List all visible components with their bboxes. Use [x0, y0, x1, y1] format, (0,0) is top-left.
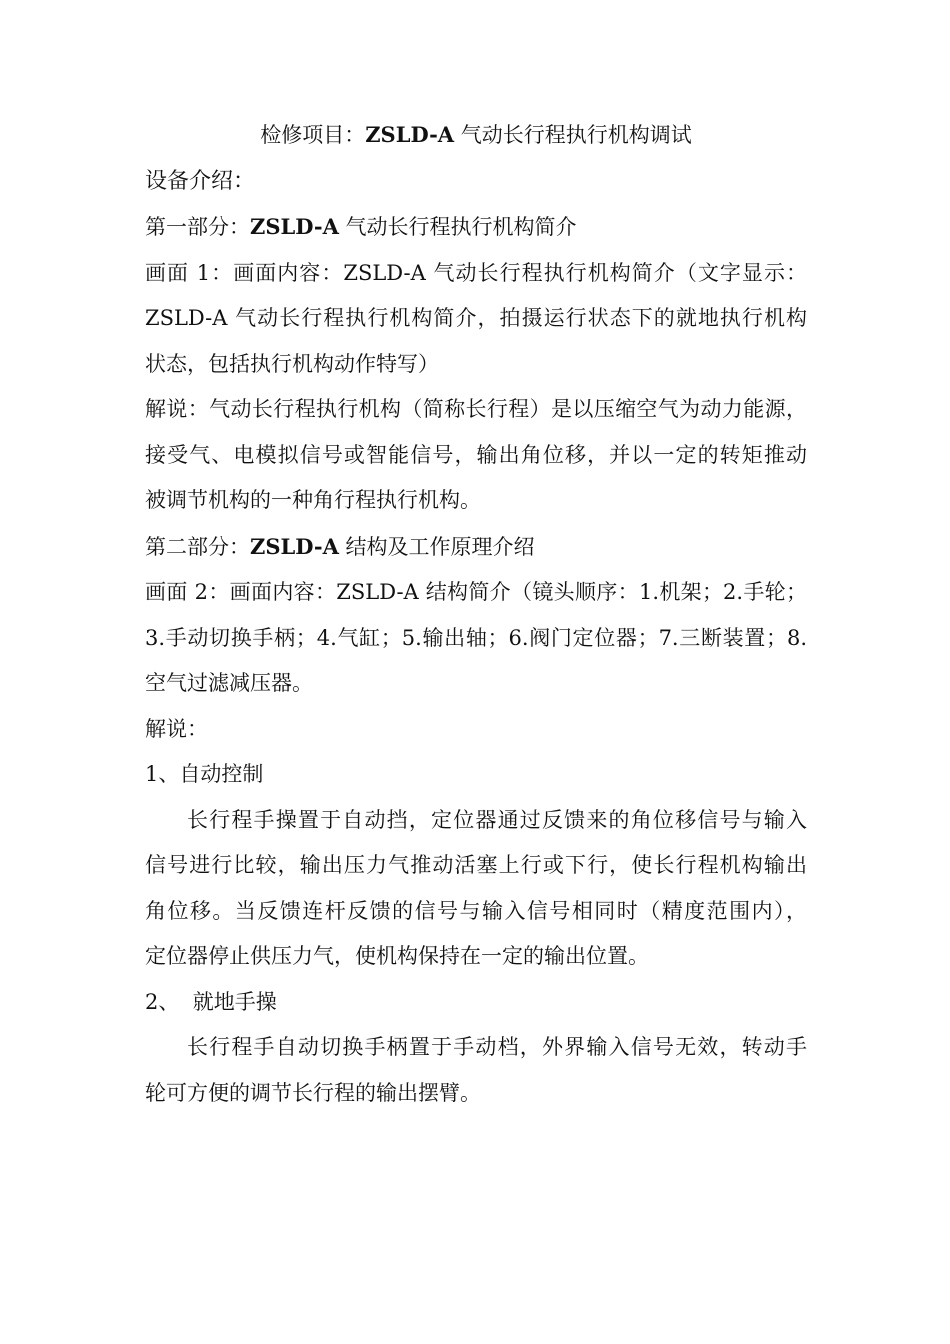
- part2-screen-line: 3.手动切换手柄；4.气缸；5.输出轴；6.阀门定位器；7.三断装置；8.: [145, 625, 807, 650]
- part1-screen-line: ZSLD-A 气动长行程执行机构简介，拍摄运行状态下的就地执行机构: [145, 306, 807, 330]
- item1-line: 长行程手操置于自动挡，定位器通过反馈来的角位移信号与输入: [187, 807, 807, 832]
- item1-line: 定位器停止供压力气，使机构保持在一定的输出位置。: [145, 944, 649, 968]
- part2-screen-line: 画面 2：画面内容：ZSLD-A 结构简介（镜头顺序：1.机架；2.手轮；: [145, 580, 807, 604]
- part1-narration-line: 接受气、电模拟信号或智能信号，输出角位移，并以一定的转矩推动: [145, 442, 807, 467]
- part1-narration-line: 解说：气动长行程执行机构（简称长行程）是以压缩空气为动力能源，: [145, 397, 807, 421]
- part2-narration-label: 解说：: [145, 716, 208, 741]
- part2-heading: [145, 524, 807, 571]
- item2-heading: 2、 就地手操: [145, 989, 277, 1014]
- part2-heading-model: ZSLD-A: [250, 533, 339, 559]
- part1-screen-line: 画面 1：画面内容：ZSLD-A 气动长行程执行机构简介（文字显示：: [145, 260, 807, 285]
- item2-line: 轮可方便的调节长行程的输出摆臂。: [145, 1080, 481, 1105]
- item1-line: 信号进行比较，输出压力气推动活塞上行或下行，使长行程机构输出: [145, 853, 807, 877]
- title-suffix: 气动长行程执行机构调试: [454, 123, 692, 147]
- item1-line: 角位移。当反馈连杆反馈的信号与输入信号相同时（精度范围内），: [145, 898, 807, 923]
- part1-heading: [145, 204, 807, 251]
- part1-heading-model: ZSLD-A: [250, 214, 339, 239]
- item1-heading: 1、自动控制: [145, 762, 264, 786]
- item2-line: 长行程手自动切换手柄置于手动档，外界输入信号无效，转动手: [187, 1035, 807, 1059]
- part1-heading-suffix: 气动长行程执行机构简介: [338, 215, 577, 239]
- part2-screen-line: 空气过滤减压器。: [145, 671, 313, 695]
- page-title: [145, 112, 807, 159]
- intro-heading: 设备介绍：: [145, 168, 256, 194]
- part1-heading-prefix: 第一部分：: [145, 215, 250, 239]
- part1-screen-line: 状态，包括执行机构动作特写）: [145, 351, 439, 376]
- document-body: [145, 112, 807, 1116]
- title-model: ZSLD-A: [365, 122, 455, 147]
- part2-heading-suffix: 结构及工作原理介绍: [338, 534, 535, 559]
- title-prefix: 检修项目：: [260, 123, 366, 147]
- part1-narration-line: 被调节机构的一种角行程执行机构。: [145, 488, 481, 512]
- part2-heading-prefix: 第二部分：: [145, 534, 250, 559]
